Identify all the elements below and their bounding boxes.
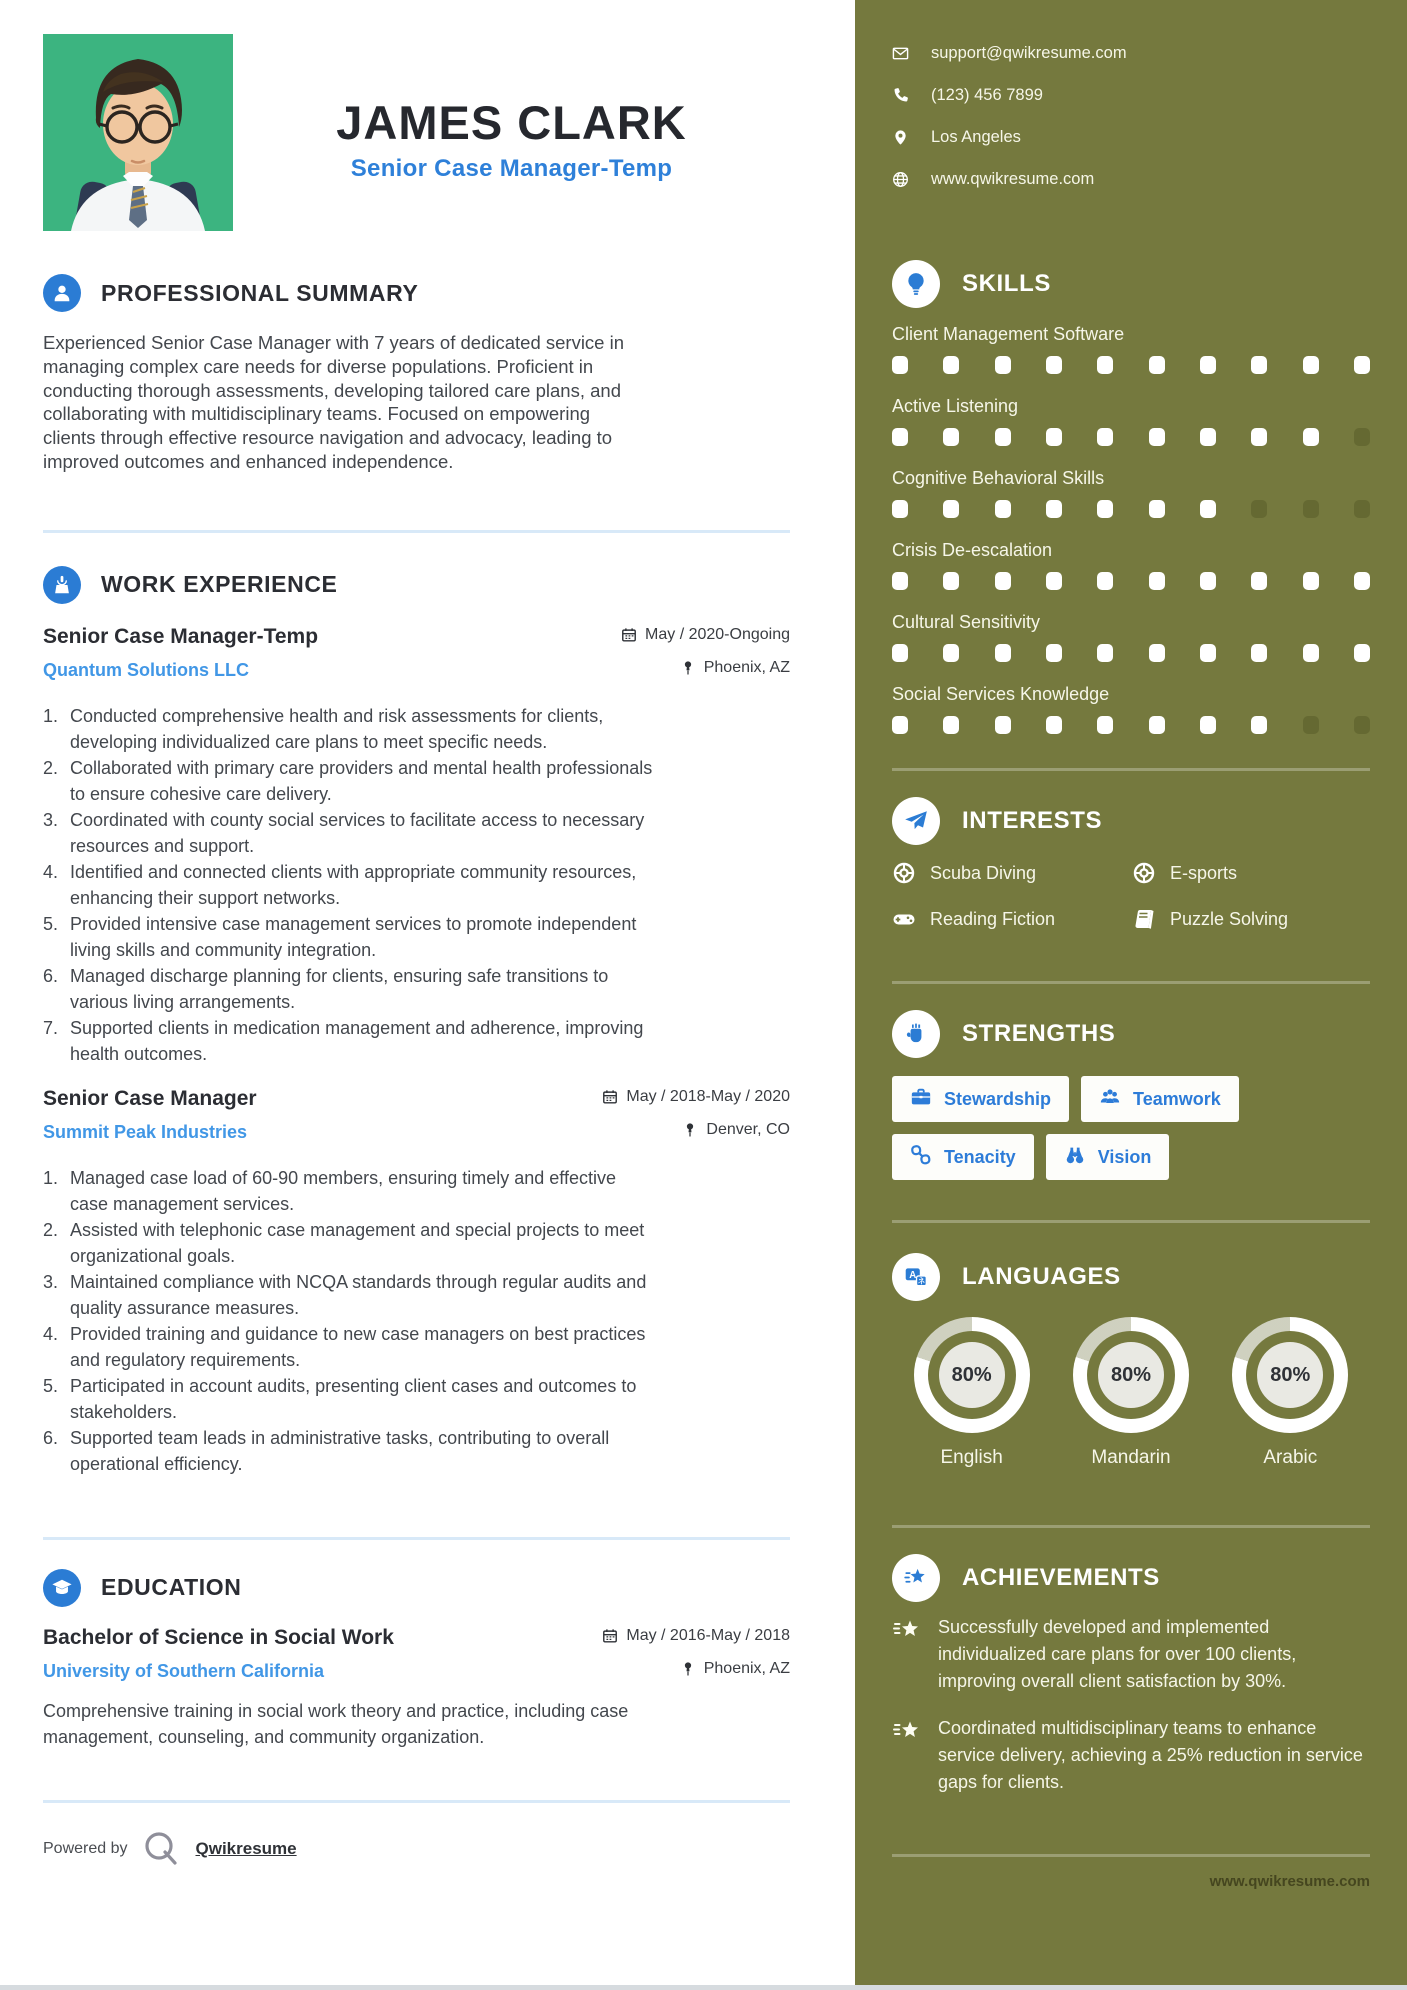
summary-section (43, 273, 790, 474)
interest-label: Reading Fiction (930, 908, 1056, 929)
language-item (1232, 1317, 1348, 1469)
achievements-list (892, 1614, 1370, 1796)
skill-dot (1149, 644, 1165, 662)
job-bullet-list (43, 703, 655, 1067)
experience-bullet: Identified and connected clients with appropriate community resources, enhancing their support networks. (70, 861, 637, 908)
skill-name: Crisis De-escalation (892, 540, 1053, 560)
skill-dot (1354, 500, 1370, 518)
skill-item (892, 612, 1370, 662)
map-pin-icon (892, 129, 909, 146)
skill-dot (1046, 356, 1062, 374)
interest-label: Puzzle Solving (1170, 908, 1289, 929)
achievement-item (892, 1614, 1370, 1695)
skill-dot (1149, 572, 1165, 590)
calendar-icon (602, 1628, 618, 1644)
skill-dot (1046, 716, 1062, 734)
svg-text:A: A (909, 1269, 917, 1281)
sidebar-divider (892, 981, 1370, 984)
skill-rating-dots (892, 428, 1370, 446)
skill-dot (1303, 356, 1319, 374)
achievement-item (892, 1715, 1370, 1796)
strength-chip (1046, 1134, 1170, 1180)
education-description: Comprehensive training in social work theory and practice, including case management, counseling, and community organization. (43, 1700, 629, 1747)
job-title: Senior Case Manager-Temp (43, 624, 319, 648)
contact-website-text: www.qwikresume.com (931, 169, 1095, 188)
education-heading: EDUCATION (101, 1574, 242, 1601)
achievements-heading-row (892, 1554, 1370, 1602)
calendar-icon (621, 627, 637, 643)
skill-item (892, 684, 1370, 734)
pushpin-icon (680, 660, 696, 676)
strengths-chips (892, 1076, 1322, 1180)
strength-label: Vision (1097, 1146, 1152, 1167)
interest-item (1132, 907, 1370, 931)
skill-dot (995, 356, 1011, 374)
skill-dot (1303, 716, 1319, 734)
divider (43, 530, 790, 533)
experience-bullet: Supported team leads in administrative tasks, contributing to overall operational efficiency. (70, 1427, 610, 1474)
experience-bullet: Coordinated with county social services to facilitate access to necessary resources and support. (70, 809, 645, 856)
skill-dot (892, 572, 908, 590)
language-percent: 80% (1110, 1363, 1151, 1386)
experience-bullet: Managed case load of 60-90 members, ensuring timely and effective case management services. (70, 1167, 616, 1214)
job-title: Senior Case Manager (43, 1086, 257, 1110)
school-row (43, 1660, 790, 1682)
fist-icon (892, 1010, 940, 1058)
contact-location-text: Los Angeles (931, 127, 1021, 146)
skill-name: Cognitive Behavioral Skills (892, 468, 1105, 488)
skill-dot (1251, 356, 1267, 374)
job-dates-text: May / 2020-Ongoing (645, 625, 790, 643)
binoculars-icon (1064, 1144, 1086, 1171)
envelope-icon (892, 45, 909, 62)
pushpin-icon (682, 1122, 698, 1138)
strength-label: Teamwork (1133, 1088, 1221, 1109)
sidebar-website: www.qwikresume.com (1209, 1873, 1370, 1890)
skill-dot (1303, 428, 1319, 446)
interests-heading: INTERESTS (962, 807, 1103, 834)
languages-heading: LANGUAGES (962, 1263, 1121, 1290)
skill-item (892, 396, 1370, 446)
skill-item (892, 540, 1370, 590)
identity-text (233, 34, 790, 231)
strengths-heading: STRENGTHS (962, 1020, 1116, 1047)
company-link[interactable]: Quantum Solutions LLC (43, 659, 249, 680)
contact-block (892, 44, 1370, 188)
paper-plane-icon (892, 797, 940, 845)
strength-label: Tenacity (944, 1146, 1016, 1167)
svg-text:ネ: ネ (917, 1276, 926, 1286)
identity-header (43, 34, 790, 231)
language-gauge (914, 1317, 1030, 1433)
skill-dot (1149, 716, 1165, 734)
job-location (682, 1121, 790, 1139)
sidebar-divider (892, 768, 1370, 771)
skill-dot (1097, 356, 1113, 374)
sidebar-divider (892, 1854, 1370, 1857)
experience-heading-row (43, 565, 790, 605)
experience-section (43, 565, 790, 1477)
life-ring-icon (892, 861, 916, 885)
education-section (43, 1568, 790, 1750)
experience-bullet: Assisted with telephonic case management and special projects to meet organizational goals. (70, 1219, 645, 1266)
gamepad-icon (892, 907, 916, 931)
person-icon (43, 274, 81, 312)
skill-dot (995, 572, 1011, 590)
job-dates (621, 626, 790, 644)
job-bullet-list (43, 1165, 655, 1477)
skill-dot (1200, 644, 1216, 662)
summary-heading: PROFESSIONAL SUMMARY (101, 279, 419, 306)
skill-dot (995, 428, 1011, 446)
job-location-text: Denver, CO (706, 1120, 790, 1138)
contact-phone-text: (123) 456 7899 (931, 85, 1043, 104)
contact-website[interactable] (892, 170, 1370, 188)
skill-dot (943, 644, 959, 662)
skill-dot (892, 500, 908, 518)
experience-bullet: Maintained compliance with NCQA standards through regular audits and quality assurance measures. (70, 1271, 647, 1318)
experience-bullet: Managed discharge planning for clients, ensuring safe transitions to various living arrangements. (70, 965, 609, 1012)
qwikresume-logo-icon (142, 1829, 182, 1869)
summary-text: Experienced Senior Case Manager with 7 years of dedicated service in managing complex care needs for diverse populations. Proficient in conducting thorough assessments, developing tailored care plans, and collaborating with multidisciplinary teams. Focused on empowering clients through effective resource navigation and advocacy, leading to improved outcomes and enhanced independence. (43, 332, 625, 472)
candidate-name: JAMES CLARK (336, 96, 687, 149)
sidebar-divider (892, 1525, 1370, 1528)
experience-bullet: Provided training and guidance to new case managers on best practices and regulatory requirements. (70, 1323, 646, 1370)
school-link[interactable]: University of Southern California (43, 1660, 325, 1681)
skill-dot (1149, 428, 1165, 446)
graduation-cap-icon (43, 1569, 81, 1607)
podium-mic-icon (43, 566, 81, 604)
skill-dot (892, 716, 908, 734)
degree-row (43, 1626, 790, 1650)
experience-bullet: Collaborated with primary care providers and mental health professionals to ensure cohesive care delivery. (70, 757, 653, 804)
skills-heading: SKILLS (962, 270, 1051, 297)
skills-heading-row (892, 260, 1370, 308)
shooting-star-icon (892, 1614, 922, 1644)
interest-label: Scuba Diving (930, 862, 1037, 883)
skill-dot (1149, 500, 1165, 518)
skill-dot (943, 500, 959, 518)
skill-dot (1200, 500, 1216, 518)
skill-dot (1354, 356, 1370, 374)
education-location-text: Phoenix, AZ (703, 1659, 790, 1677)
language-item (914, 1317, 1030, 1469)
skill-dot (1251, 500, 1267, 518)
shooting-star-icon (892, 1715, 922, 1745)
skill-dot (1097, 500, 1113, 518)
job-company-row (43, 1121, 790, 1143)
language-gauge (1073, 1317, 1189, 1433)
job-dates (602, 1088, 790, 1106)
qwikresume-link[interactable]: Qwikresume (195, 1838, 297, 1858)
education-location (680, 1660, 790, 1678)
strengths-heading-row (892, 1010, 1370, 1058)
skill-name: Client Management Software (892, 324, 1125, 344)
contact-location (892, 128, 1370, 146)
interests-heading-row (892, 797, 1370, 845)
languages-heading-row (892, 1253, 1370, 1301)
chain-icon (910, 1144, 932, 1171)
briefcase-icon (910, 1086, 932, 1113)
skill-dot (1354, 428, 1370, 446)
education-heading-row (43, 1568, 790, 1608)
language-name: Mandarin (1091, 1447, 1171, 1468)
skill-dot (1097, 644, 1113, 662)
skill-dot (995, 644, 1011, 662)
skill-dot (1251, 716, 1267, 734)
experience-heading: WORK EXPERIENCE (101, 571, 338, 598)
company-link[interactable]: Summit Peak Industries (43, 1121, 248, 1142)
skill-name: Active Listening (892, 396, 1019, 416)
education-dates (602, 1627, 790, 1645)
job-dates-text: May / 2018-May / 2020 (626, 1087, 790, 1105)
skill-dot (892, 644, 908, 662)
language-item (1073, 1317, 1189, 1469)
skill-dot (892, 356, 908, 374)
phone-icon (892, 87, 909, 104)
skill-dot (892, 428, 908, 446)
skill-dot (1046, 500, 1062, 518)
contact-email[interactable] (892, 44, 1370, 62)
degree-title: Bachelor of Science in Social Work (43, 1625, 394, 1649)
job-title-row (43, 625, 790, 649)
skill-dot (943, 572, 959, 590)
skill-dot (1251, 644, 1267, 662)
lightbulb-icon (892, 260, 940, 308)
skill-dot (1303, 644, 1319, 662)
skill-dot (1097, 428, 1113, 446)
sidebar (855, 0, 1407, 1990)
candidate-title: Senior Case Manager-Temp (350, 155, 673, 183)
interest-item (892, 861, 1132, 885)
page-bottom-edge (0, 1985, 1407, 1990)
skill-dot (1354, 644, 1370, 662)
skill-dot (995, 500, 1011, 518)
job-location (680, 659, 790, 677)
strength-chip (892, 1076, 1069, 1122)
globe-icon (892, 171, 909, 188)
skill-name: Social Services Knowledge (892, 684, 1110, 704)
skill-item (892, 468, 1370, 518)
skill-dot (943, 716, 959, 734)
experience-bullet: Participated in account audits, presenting client cases and outcomes to stakeholders. (70, 1375, 637, 1422)
skill-dot (1200, 716, 1216, 734)
skill-dot (995, 716, 1011, 734)
skills-list (892, 324, 1370, 734)
team-icon (1099, 1086, 1121, 1113)
education-dates-text: May / 2016-May / 2018 (626, 1626, 790, 1644)
job-location-text: Phoenix, AZ (703, 658, 790, 676)
skill-dot (1303, 500, 1319, 518)
achievement-text: Coordinated multidisciplinary teams to enhance service delivery, achieving a 25% reduction in service gaps for clients. (938, 1718, 1363, 1792)
skill-dot (1200, 356, 1216, 374)
skill-dot (1354, 716, 1370, 734)
skill-rating-dots (892, 356, 1370, 374)
skill-item (892, 324, 1370, 374)
strength-label: Stewardship (944, 1088, 1052, 1109)
sidebar-divider (892, 1220, 1370, 1223)
translate-icon (892, 1253, 940, 1301)
calendar-icon (602, 1089, 618, 1105)
footer (43, 1829, 790, 1869)
avatar-illustration (43, 34, 233, 231)
skill-name: Cultural Sensitivity (892, 612, 1041, 632)
achievements-heading: ACHIEVEMENTS (962, 1564, 1160, 1591)
skill-dot (1046, 428, 1062, 446)
interest-label: E-sports (1170, 862, 1238, 883)
skill-dot (1097, 716, 1113, 734)
skill-dot (1149, 356, 1165, 374)
profile-photo (43, 34, 233, 231)
interest-item (1132, 861, 1370, 885)
skill-rating-dots (892, 500, 1370, 518)
strength-chip (1081, 1076, 1239, 1122)
skill-dot (1200, 428, 1216, 446)
contact-email-text: support@qwikresume.com (931, 43, 1127, 62)
experience-bullet: Supported clients in medication management and adherence, improving health outcomes. (70, 1017, 644, 1064)
strength-chip (892, 1134, 1034, 1180)
skill-rating-dots (892, 572, 1370, 590)
language-name: English (940, 1447, 1003, 1468)
language-name: Arabic (1263, 1447, 1318, 1468)
pushpin-icon (680, 1661, 696, 1677)
languages-gauges (892, 1317, 1370, 1469)
summary-heading-row (43, 273, 790, 313)
skill-dot (1046, 572, 1062, 590)
skill-dot (1251, 572, 1267, 590)
experience-bullet: Provided intensive case management services to promote independent living skills and community integration. (70, 913, 637, 960)
skill-dot (1251, 428, 1267, 446)
language-gauge (1232, 1317, 1348, 1433)
powered-by-label: Powered by (43, 1839, 128, 1857)
interest-item (892, 907, 1132, 931)
skill-dot (1354, 572, 1370, 590)
skill-rating-dots (892, 644, 1370, 662)
skill-dot (1046, 644, 1062, 662)
job-title-row (43, 1087, 790, 1111)
divider (43, 1537, 790, 1540)
contact-phone[interactable] (892, 86, 1370, 104)
book-icon (1132, 907, 1156, 931)
life-ring-icon (1132, 861, 1156, 885)
skill-dot (1097, 572, 1113, 590)
language-percent: 80% (1270, 1363, 1311, 1386)
star-icon (892, 1554, 940, 1602)
interests-grid (892, 861, 1370, 931)
divider (43, 1800, 790, 1803)
achievement-text: Successfully developed and implemented individualized care plans for over 100 clients, improving overall client satisfaction by 30%. (938, 1617, 1297, 1691)
job-company-row (43, 659, 790, 681)
skill-dot (943, 356, 959, 374)
skill-rating-dots (892, 716, 1370, 734)
experience-bullet: Conducted comprehensive health and risk assessments for clients, developing individualized care plans to meet specific needs. (70, 705, 604, 752)
skill-dot (943, 428, 959, 446)
language-percent: 80% (951, 1363, 992, 1386)
skill-dot (1200, 572, 1216, 590)
skill-dot (1303, 572, 1319, 590)
